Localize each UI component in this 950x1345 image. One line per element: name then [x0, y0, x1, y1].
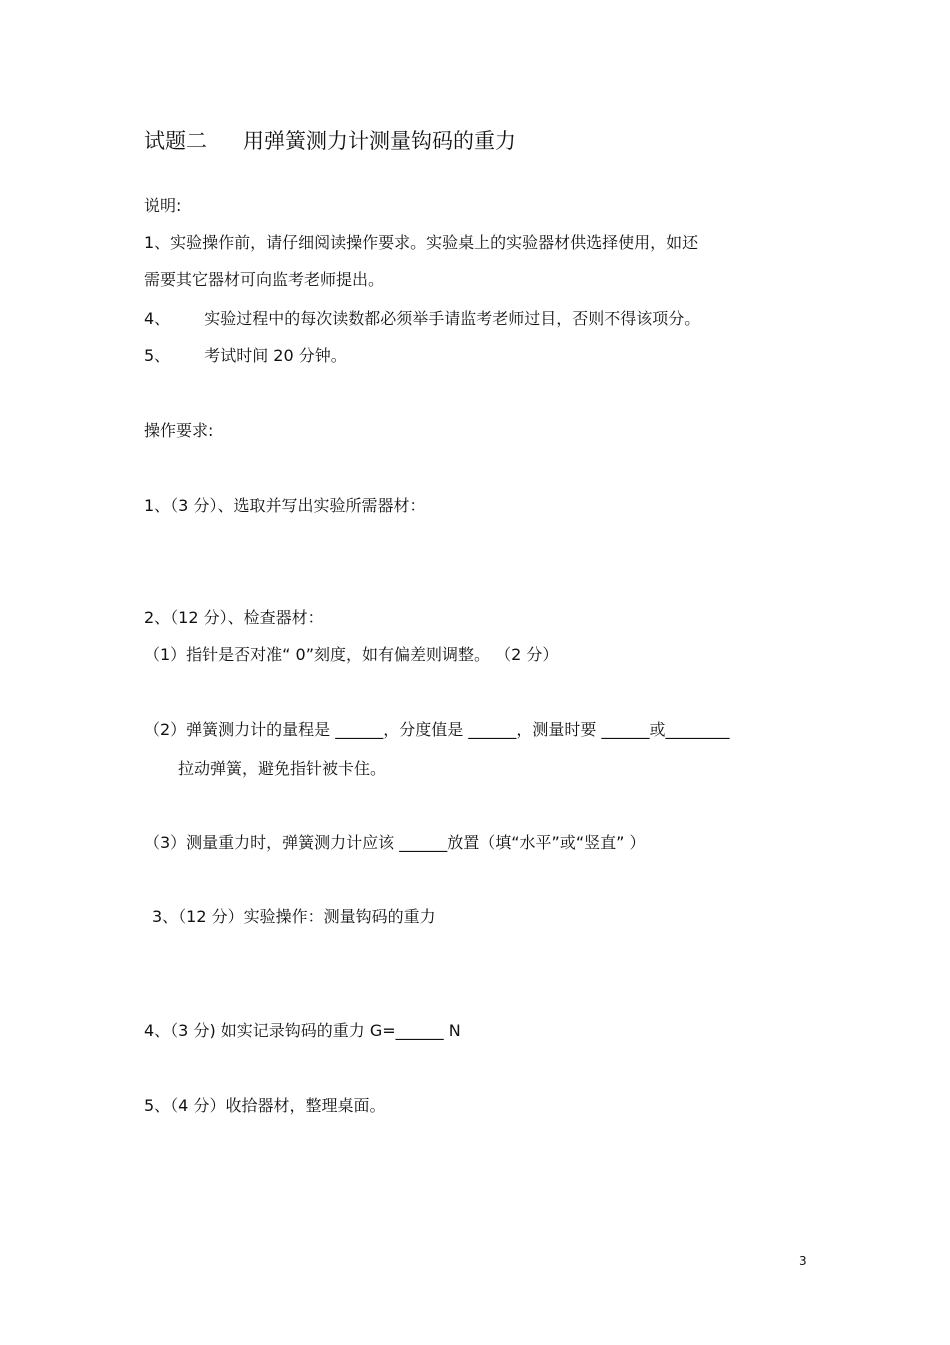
title-label: 试题二 — [144, 129, 207, 153]
notes-heading: 说明: — [144, 196, 182, 215]
note-5-number: 5、 — [144, 346, 171, 365]
note-5 — [144, 346, 347, 366]
question-2: 2、（12 分）、检查器材： — [144, 608, 324, 627]
page-number: 3 — [799, 1254, 807, 1268]
note-5-text: 考试时间 20 分钟。 — [204, 346, 347, 365]
note-4-text: 实验过程中的每次读数都必须举手请监考老师过目，否则不得该项分。 — [204, 309, 701, 328]
requirements-heading: 操作要求: — [144, 421, 214, 440]
note-4 — [144, 309, 700, 329]
question-5: 5、（4 分）收拾器材，整理桌面。 — [144, 1096, 386, 1115]
question-4: 4、（3 分) 如实记录钩码的重力 G=______ N — [144, 1021, 461, 1040]
question-3: 3、（12 分）实验操作：测量钩码的重力 — [152, 907, 436, 926]
question-2-2-line-1: （2）弹簧测力计的量程是 ______，分度值是 ______，测量时要 ______或________ — [144, 720, 730, 739]
question-1: 1、（3 分）、选取并写出实验所需器材： — [144, 496, 426, 515]
title-text: 用弹簧测力计测量钩码的重力 — [243, 129, 516, 153]
note-4-number: 4、 — [144, 309, 171, 328]
question-2-1: （1）指针是否对准“ 0”刻度，如有偏差则调整。 （2 分） — [144, 645, 559, 664]
question-2-3: （3）测量重力时，弹簧测力计应该 ______放置（填“水平”或“竖直” ） — [144, 833, 646, 852]
question-2-2-line-2: 拉动弹簧，避免指针被卡住。 — [178, 759, 387, 778]
page-title — [144, 128, 516, 154]
note-1-line-1: 1、实验操作前，请仔细阅读操作要求。实验桌上的实验器材供选择使用，如还 — [144, 233, 699, 252]
note-1-line-2: 需要其它器材可向监考老师提出。 — [144, 270, 385, 289]
